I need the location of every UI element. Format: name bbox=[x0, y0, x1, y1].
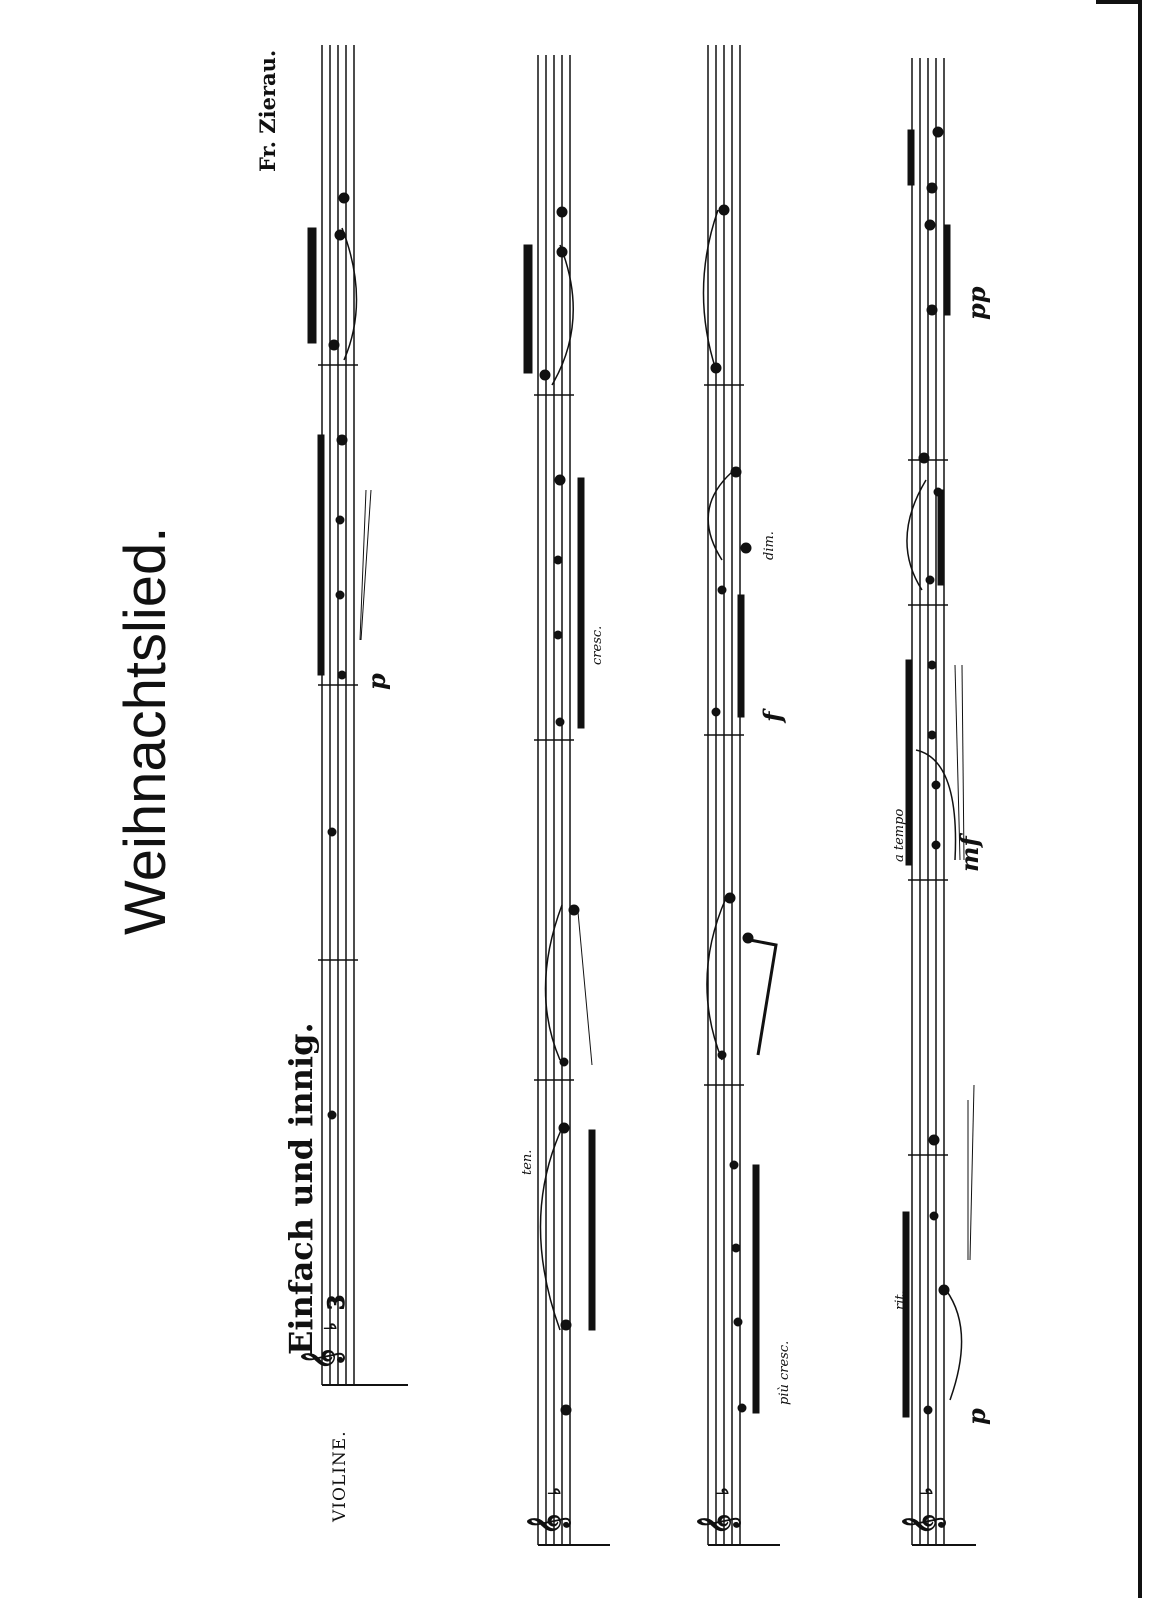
beam bbox=[308, 228, 316, 343]
flat-icon: ♭ bbox=[917, 1487, 936, 1495]
staff-2-notes bbox=[524, 207, 595, 1535]
dynamic-rit: rit. bbox=[893, 1290, 908, 1310]
dynamic-p-end: p bbox=[962, 1408, 991, 1425]
dynamic-dim: dim. bbox=[762, 531, 777, 560]
dynamic-ten: ten. bbox=[520, 1149, 535, 1175]
staff-2 bbox=[534, 55, 610, 1545]
dynamic-mf: mf bbox=[955, 836, 984, 872]
dynamic-p: p bbox=[362, 673, 391, 690]
page-border-mark bbox=[1096, 2, 1140, 1598]
piece-title: Weihnachtslied. bbox=[113, 526, 178, 935]
treble-clef-icon: 𝄞 bbox=[698, 1513, 739, 1535]
treble-clef-icon: 𝄞 bbox=[528, 1513, 569, 1535]
dynamic-cresc: cresc. bbox=[590, 625, 605, 665]
flat-icon: ♭ bbox=[713, 1487, 732, 1495]
staff-1 bbox=[318, 45, 408, 1385]
beam bbox=[318, 435, 324, 675]
treble-clef-icon: 𝄞 bbox=[903, 1513, 944, 1535]
tempo-marking: Einfach und innig. bbox=[282, 1022, 320, 1355]
instrument-label: VIOLINE. bbox=[330, 1430, 350, 1522]
dynamic-f: f bbox=[758, 711, 787, 722]
time-signature: 3 bbox=[324, 1294, 350, 1310]
treble-clef-icon: 𝄞 bbox=[302, 1348, 343, 1370]
staff-3-notes bbox=[697, 205, 776, 1535]
flat-icon: ♭ bbox=[321, 1322, 340, 1330]
dynamic-pp: pp bbox=[962, 286, 991, 320]
dynamic-piu-cresc: più cresc. bbox=[777, 1340, 792, 1405]
flat-icon: ♭ bbox=[545, 1487, 564, 1495]
dynamic-a-tempo: a tempo bbox=[892, 808, 907, 862]
staff-4-notes bbox=[902, 127, 974, 1535]
composer-name: Fr. Zierau. bbox=[255, 49, 280, 172]
staff-4 bbox=[908, 58, 976, 1545]
